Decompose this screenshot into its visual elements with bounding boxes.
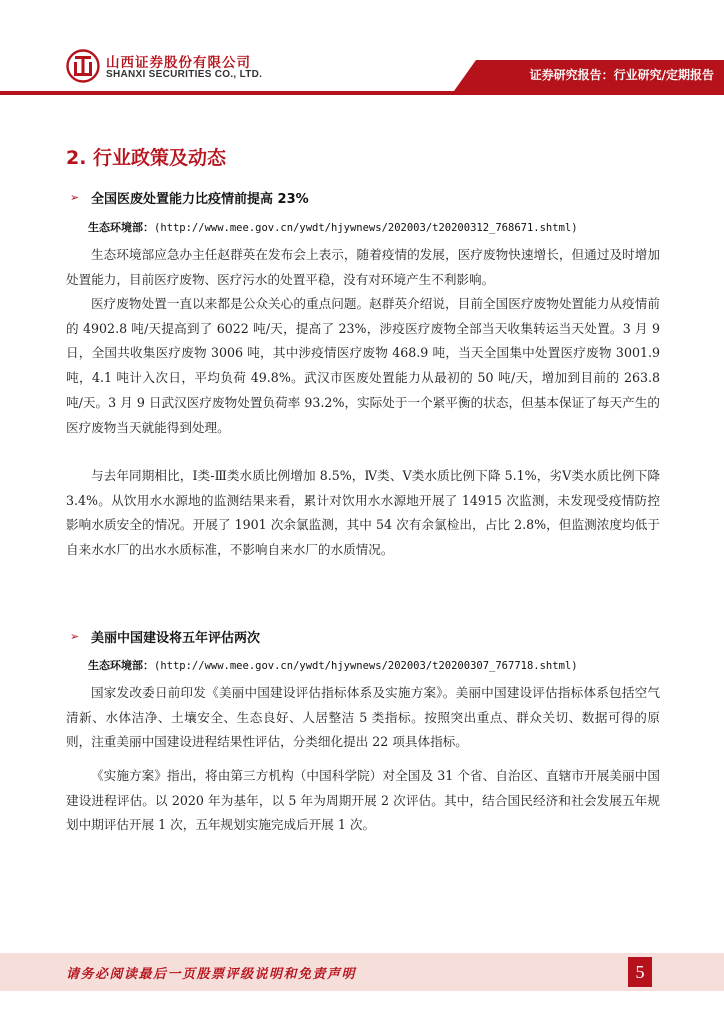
paragraph: 生态环境部应急办主任赵群英在发布会上表示，随着疫情的发展，医疗废物快速增长，但通过及时增加处置能力，目前医疗废物、医疗污水的处置平稳，没有对环境产生不利影响。: [66, 247, 660, 287]
source-label: 生态环境部：: [88, 221, 154, 234]
company-name-cn: 山西证券股份有限公司: [106, 55, 251, 71]
header-divider: [0, 91, 724, 95]
arrow-bullet-icon: ➢: [70, 191, 80, 204]
news-item-title: 美丽中国建设将五年评估两次: [91, 631, 261, 646]
news-item-heading: [70, 188, 309, 207]
paragraph: 与去年同期相比，Ⅰ类-Ⅲ类水质比例增加 8.5%，Ⅳ类、Ⅴ类水质比例下降 5.1%，劣Ⅴ类水质比例下降 3.4%。从饮用水水源地的监测结果来看，累计对饮用水水源地开展了 14915 次监测，未发现受疫情防控影响水质安全的情况。开展了 1901 次余氯监测，其中 54 次有余氯检出，占比 2.8%，但监测浓度均低于自来水水厂的出水水质标准，不影响自来水厂的水质情况。: [66, 468, 660, 558]
report-type: 证券研究报告：行业研究/定期报告: [529, 68, 714, 82]
news-item-title: 全国医废处置能力比疫情前提高 23%: [91, 192, 309, 207]
source-url: (http://www.mee.gov.cn/ywdt/hjywnews/202003/t20200307_767718.shtml): [154, 660, 578, 672]
arrow-bullet-icon: ➢: [70, 630, 80, 643]
company-name-en: SHANXI SECURITIES CO., LTD.: [106, 69, 263, 80]
source-line: [88, 657, 578, 673]
paragraph: 《实施方案》指出，将由第三方机构（中国科学院）对全国及 31 个省、自治区、直辖市开展美丽中国建设进程评估。以 2020 年为基年，以 5 年为周期开展 2 次评估。其中，结合国民经济和社会发展五年规划中期评估开展 1 次，五年规划实施完成后开展 1 次。: [66, 768, 660, 833]
news-item-heading: [70, 627, 260, 646]
page-number: 5: [628, 957, 652, 987]
source-label: 生态环境部：: [88, 659, 154, 672]
paragraph: 医疗废物处置一直以来都是公众关心的重点问题。赵群英介绍说，目前全国医疗废物处置能力从疫情前的 4902.8 吨/天提高到了 6022 吨/天，提高了 23%，涉疫医疗废物全部当天收集转运当天处置。3 月 9 日，全国共收集医疗废物 3006 吨，其中涉疫情医疗废物 468.9 吨，当天全国集中处置医疗废物 3001.9 吨，4.1 吨计入次日，平均负荷 49.8%。武汉市医废处置能力从最初的 50 吨/天，增加到目前的 263.8 吨/天。3 月 9 日武汉医疗废物处置负荷率 93.2%，实际处于一个紧平衡的状态，但基本保证了每天产生的医疗废物当天就能得到处理。: [66, 296, 660, 435]
source-url: (http://www.mee.gov.cn/ywdt/hjywnews/202003/t20200312_768671.shtml): [154, 222, 578, 234]
paragraph: 国家发改委日前印发《美丽中国建设评估指标体系及实施方案》。美丽中国建设评估指标体系包括空气清新、水体洁净、土壤安全、生态良好、人居整洁 5 类指标。按照突出重点、群众关切、数据可得的原则，注重美丽中国建设进程结果性评估，分类细化提出 22 项具体指标。: [66, 685, 660, 750]
source-line: [88, 219, 578, 235]
footer-disclaimer: 请务必阅读最后一页股票评级说明和免责声明: [66, 967, 357, 982]
section-title: 2. 行业政策及动态: [66, 147, 227, 169]
company-logo-icon: [66, 49, 100, 83]
